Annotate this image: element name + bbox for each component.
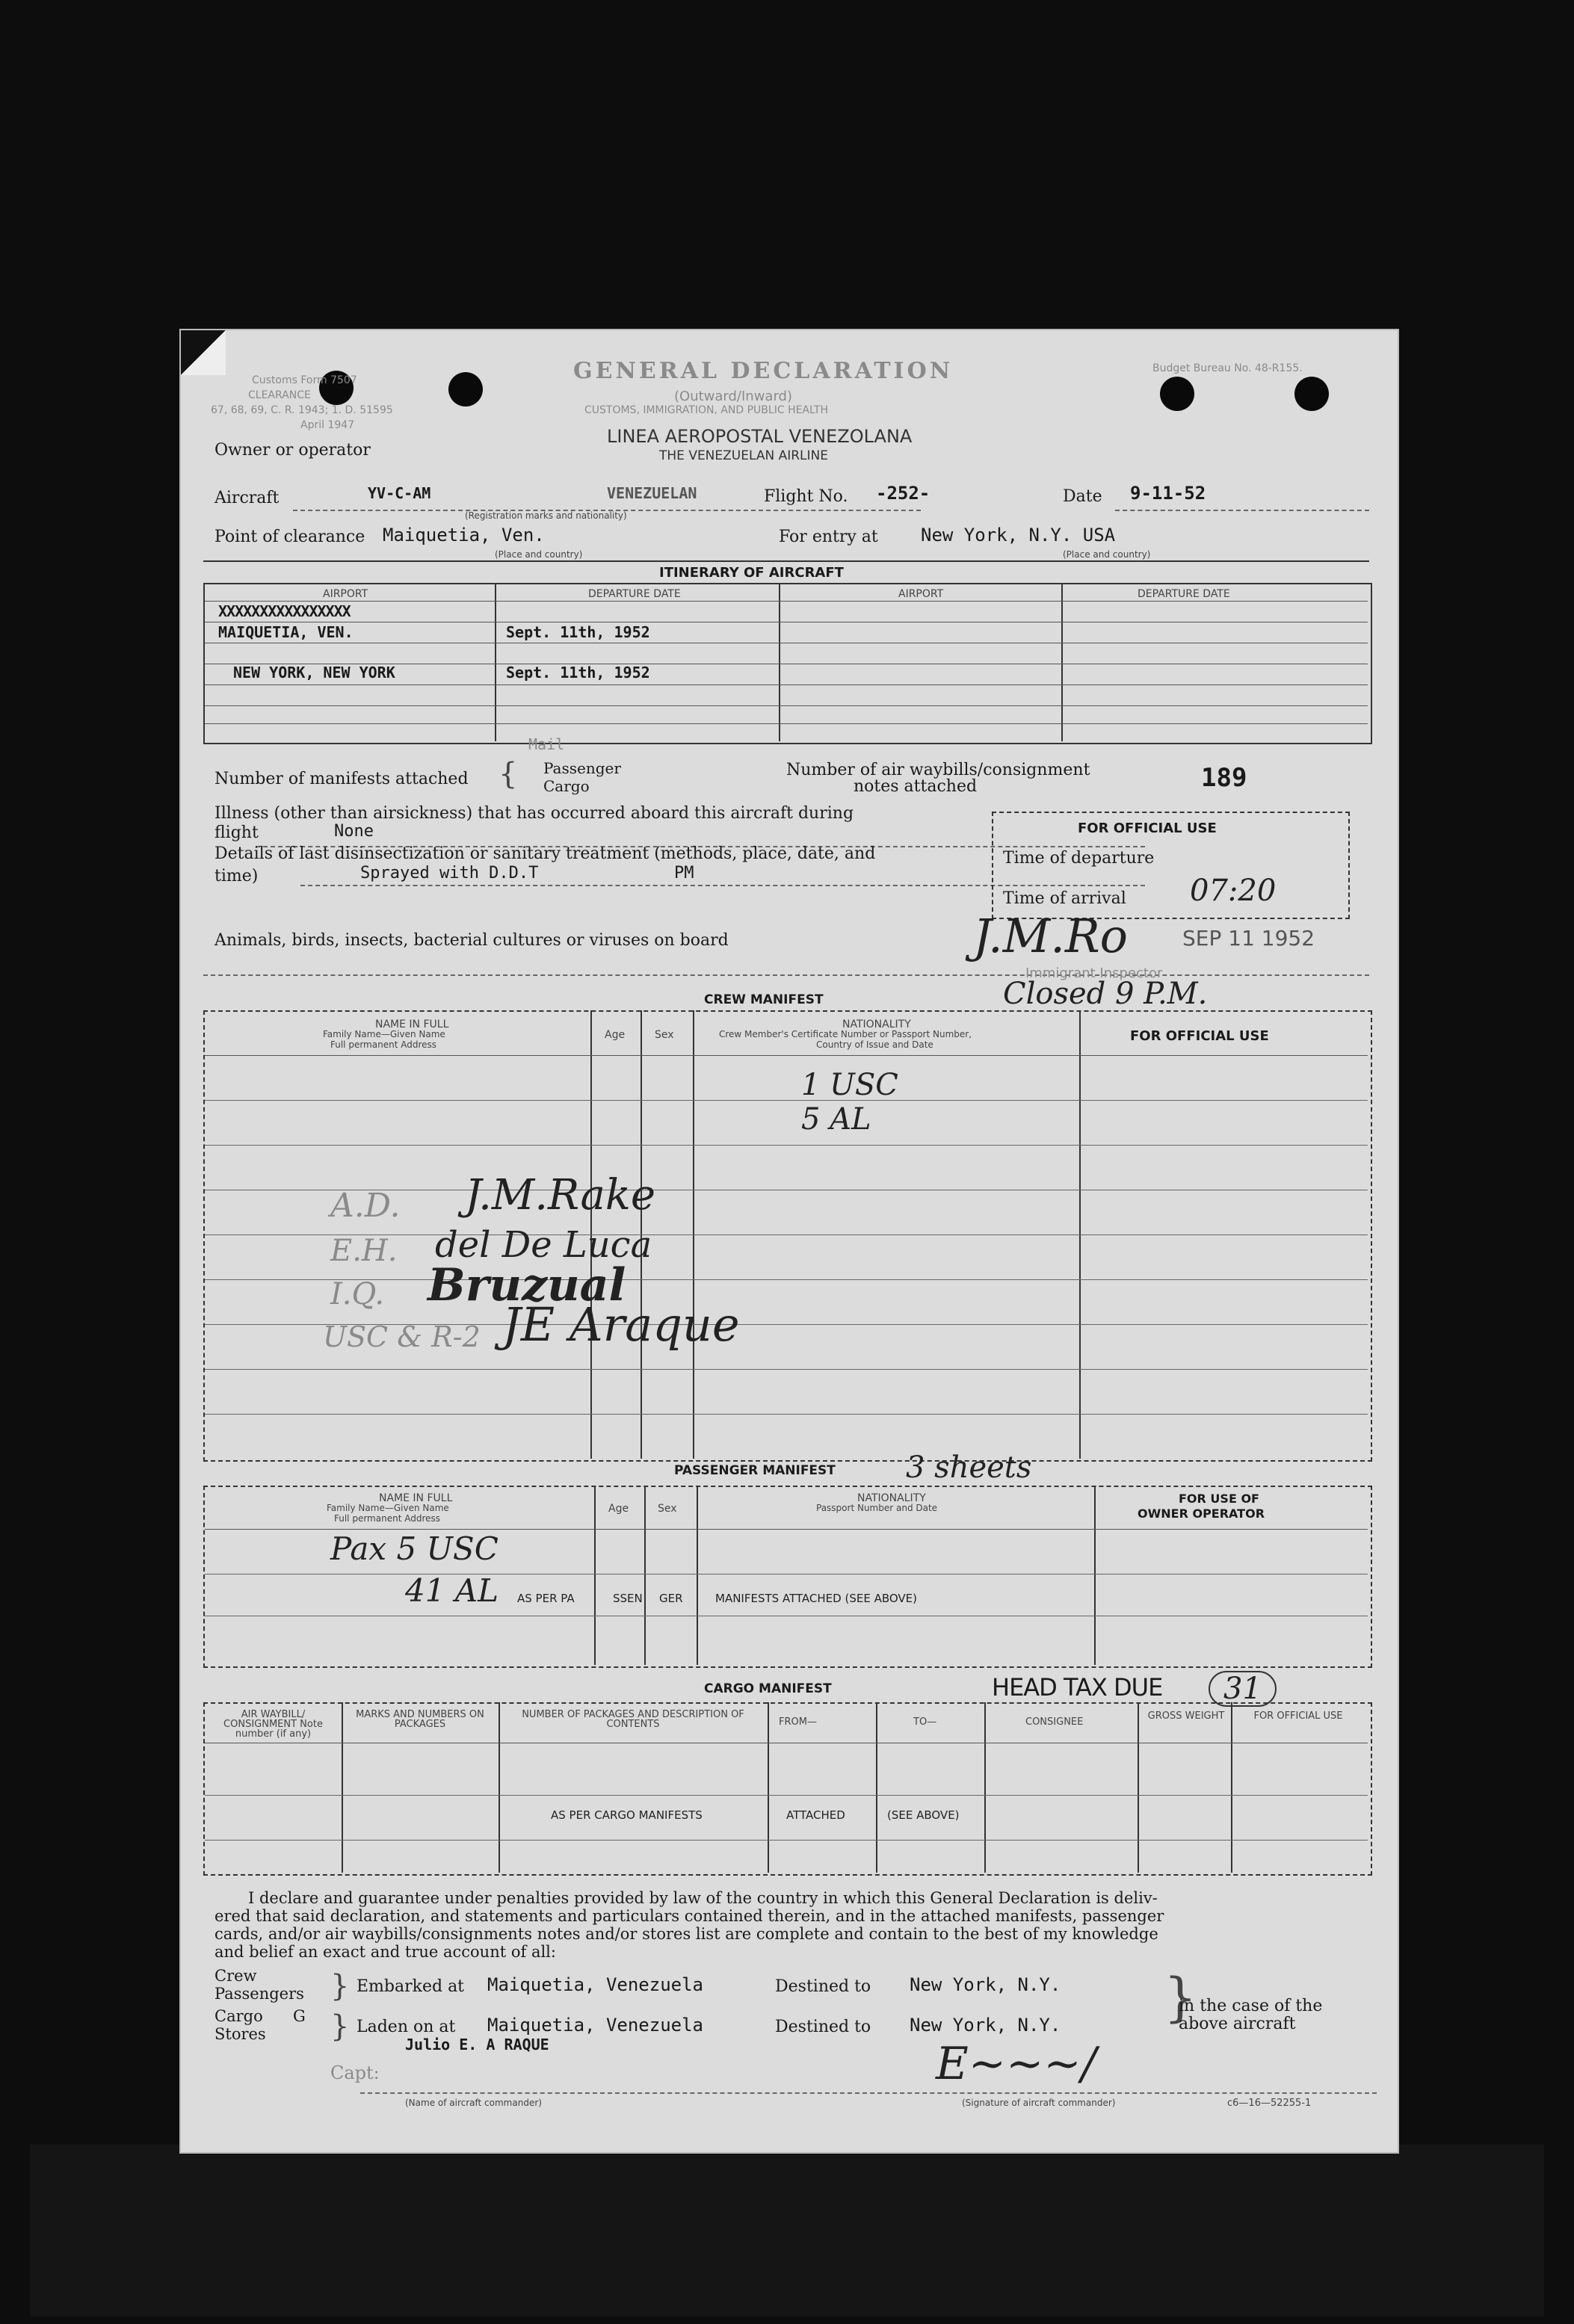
crew-col-nationality-sub: Crew Member's Certificate Number or Passport Number, xyxy=(719,1029,972,1039)
passengers-label: Passengers xyxy=(215,1985,304,2003)
disinsect-label: Details of last disinsectization or sanitary treatment (methods, place, date, and xyxy=(215,844,876,863)
cargo-divider xyxy=(984,1702,986,1873)
cargo-col-packages: NUMBER OF PACKAGES AND DESCRIPTION OF CONTENTS xyxy=(522,1709,744,1730)
punch-hole xyxy=(448,372,483,407)
illness-value: None xyxy=(334,822,374,841)
illness-label: Illness (other than airsickness) that has occurred aboard this aircraft during xyxy=(215,804,854,823)
cargo-col-waybill: AIR WAYBILL/ CONSIGNMENT Note number (if any) xyxy=(223,1709,323,1740)
form-ref-2: CLEARANCE xyxy=(248,389,311,401)
itin-airport-2: NEW YORK, NEW YORK xyxy=(233,664,395,682)
crew-col-nationality: NATIONALITY xyxy=(842,1019,911,1030)
itin-divider xyxy=(495,583,496,741)
crew-row-rule xyxy=(205,1145,1368,1146)
itin-row-rule xyxy=(205,723,1368,724)
crew-col-name: NAME IN FULL xyxy=(375,1019,449,1030)
cargo-divider xyxy=(768,1702,769,1873)
embarked-value: Maiquetia, Venezuela xyxy=(487,1974,703,1995)
crew-col-official: FOR OFFICIAL USE xyxy=(1130,1028,1269,1044)
case-brace: } xyxy=(1164,1967,1197,2028)
crew-signature-2: del De Luca xyxy=(435,1224,652,1266)
clearance-value: Maiquetia, Ven. xyxy=(383,525,545,546)
laden-value: Maiquetia, Venezuela xyxy=(487,2015,703,2036)
crew-col-nationality-sub-2: Country of Issue and Date xyxy=(816,1039,933,1050)
cargo-col-to: TO— xyxy=(913,1716,937,1728)
pax-note-usc: Pax 5 USC xyxy=(330,1530,499,1567)
scan-border xyxy=(30,2145,1544,2317)
crew-sig-line-3: I.Q. xyxy=(330,1277,385,1311)
itin-divider xyxy=(779,583,780,741)
captain-label: Capt: xyxy=(330,2062,380,2083)
cargo-g-mark: G xyxy=(293,2007,306,2025)
general-declaration-form xyxy=(179,329,1399,2154)
declaration-line-1: I declare and guarantee under penalties provided by law of the country in which this General Declaration is deliv- xyxy=(248,1889,1158,1907)
itin-date-2: Sept. 11th, 1952 xyxy=(506,664,650,682)
pax-row-rule xyxy=(205,1529,1368,1530)
cargo-brace: } xyxy=(330,2009,350,2044)
manifests-label: Number of manifests attached xyxy=(215,770,469,788)
date-label: Date xyxy=(1063,487,1102,506)
cargo-col-marks: MARKS AND NUMBERS ON PACKAGES xyxy=(356,1709,484,1730)
crew-signature-1: J.M.Rake xyxy=(465,1171,655,1220)
pax-col-nationality: NATIONALITY xyxy=(857,1492,926,1504)
pax-divider xyxy=(644,1486,646,1665)
flight-number: -252- xyxy=(876,483,930,504)
laden-label: Laden on at xyxy=(357,2018,456,2036)
time-of-arrival-value: 07:20 xyxy=(1190,874,1277,908)
official-use-title: FOR OFFICIAL USE xyxy=(1078,820,1217,836)
form-title: GENERAL DECLARATION xyxy=(573,358,954,384)
pax-col-name-sub: Family Name—Given Name xyxy=(327,1503,449,1513)
signature-line xyxy=(360,2092,1377,2094)
cargo-decl-label: Cargo xyxy=(215,2007,263,2025)
cargo-col-consignee: CONSIGNEE xyxy=(1025,1716,1084,1728)
crew-sig-line-2: E.H. xyxy=(330,1234,398,1268)
time-of-arrival-label: Time of arrival xyxy=(1003,889,1126,908)
crew-brace: } xyxy=(330,1969,350,2003)
waybills-value: 189 xyxy=(1201,763,1247,793)
owner-label: Owner or operator xyxy=(215,441,371,460)
pax-col-nationality-sub: Passport Number and Date xyxy=(816,1503,938,1513)
crew-row-rule xyxy=(205,1369,1368,1370)
manifests-brace: { xyxy=(499,757,518,791)
signature-caption: (Signature of aircraft commander) xyxy=(962,2098,1116,2108)
pax-as-per-4: MANIFESTS ATTACHED (SEE ABOVE) xyxy=(715,1592,917,1605)
pax-divider xyxy=(594,1486,596,1665)
declaration-line-2: ered that said declaration, and statements and particulars contained therein, and in the attached manifests, passenger xyxy=(215,1907,1164,1925)
cargo-row-rule xyxy=(205,1795,1368,1796)
arrival-stamp-date: SEP 11 1952 xyxy=(1182,926,1315,951)
pax-divider xyxy=(1094,1486,1096,1665)
crew-note-al: 5 AL xyxy=(801,1102,871,1137)
inspector-label: Immigrant Inspector xyxy=(1025,965,1163,981)
name-caption: (Name of aircraft commander) xyxy=(405,2098,542,2108)
passenger-label: Passenger xyxy=(543,759,621,777)
punch-hole xyxy=(1160,377,1194,411)
itin-col-airport: AIRPORT xyxy=(323,588,368,600)
registration-caption: (Registration marks and nationality) xyxy=(465,510,627,521)
pax-note-al: 41 AL xyxy=(405,1572,499,1609)
mail-label: Mail xyxy=(528,735,565,753)
cargo-col-official: FOR OFFICIAL USE xyxy=(1253,1710,1343,1722)
itin-col-departure: DEPARTURE DATE xyxy=(588,588,681,600)
cargo-divider xyxy=(342,1702,343,1873)
cargo-attached: ATTACHED xyxy=(786,1808,845,1822)
cargo-divider xyxy=(1231,1702,1232,1873)
crew-sig-line-1: A.D. xyxy=(330,1187,401,1225)
punch-hole xyxy=(1294,377,1329,411)
cargo-divider xyxy=(499,1702,500,1873)
pax-col-owner: FOR USE OF xyxy=(1179,1492,1259,1506)
folded-corner xyxy=(181,330,226,375)
cargo-see-above: (SEE ABOVE) xyxy=(887,1808,960,1822)
destined-label: Destined to xyxy=(775,1977,871,1996)
crew-row-rule xyxy=(205,1055,1368,1056)
crew-col-name-sub: Family Name—Given Name xyxy=(323,1029,445,1039)
pax-as-per-1: AS PER PA xyxy=(517,1592,575,1605)
animals-label: Animals, birds, insects, bacterial cultures or viruses on board xyxy=(215,931,729,950)
crew-col-name-sub-2: Full permanent Address xyxy=(330,1039,437,1050)
form-number: c6—16—52255-1 xyxy=(1227,2098,1312,2109)
place-caption: (Place and country) xyxy=(495,549,583,560)
declaration-line-4: and belief an exact and true account of all: xyxy=(215,1943,556,1961)
pax-as-per-2: SSEN xyxy=(613,1592,643,1605)
pax-divider xyxy=(697,1486,698,1665)
cargo-label: Cargo xyxy=(543,777,590,795)
passenger-manifest-title: PASSENGER MANIFEST xyxy=(674,1463,836,1478)
form-ref-1: Customs Form 7507 xyxy=(252,374,357,386)
flight-label: Flight No. xyxy=(764,487,848,506)
cargo-col-weight: GROSS WEIGHT xyxy=(1147,1710,1225,1722)
aircraft-reg: YV-C-AM xyxy=(368,484,431,502)
airline-name: LINEA AEROPOSTAL VENEZOLANA xyxy=(607,426,913,447)
head-tax-label: HEAD TAX DUE xyxy=(992,1673,1163,1702)
aircraft-label: Aircraft xyxy=(215,489,280,507)
itin-divider xyxy=(1061,583,1063,741)
crew-col-sex: Sex xyxy=(655,1029,674,1041)
cargo-divider xyxy=(1138,1702,1139,1873)
crew-manifest-title: CREW MANIFEST xyxy=(704,992,824,1007)
pax-col-owner-2: OWNER OPERATOR xyxy=(1138,1506,1265,1521)
budget-bureau: Budget Bureau No. 48-R155. xyxy=(1152,362,1303,374)
destined-value: New York, N.Y. xyxy=(910,1974,1061,1995)
cargo-divider xyxy=(876,1702,877,1873)
cargo-as-per: AS PER CARGO MANIFESTS xyxy=(551,1808,703,1822)
form-subtitle-2: CUSTOMS, IMMIGRATION, AND PUBLIC HEALTH xyxy=(584,404,828,416)
pax-col-sex: Sex xyxy=(658,1503,677,1515)
itin-struck-text: XXXXXXXXXXXXXXXX xyxy=(218,602,351,620)
itin-airport-1: MAIQUETIA, VEN. xyxy=(218,623,354,641)
pax-col-name: NAME IN FULL xyxy=(379,1492,453,1504)
itin-col-airport-2: AIRPORT xyxy=(898,588,944,600)
pax-col-name-sub-2: Full permanent Address xyxy=(334,1513,441,1524)
date-line xyxy=(1115,510,1369,511)
commander-name: Julio E. A RAQUE xyxy=(405,2036,549,2053)
crew-label: Crew xyxy=(215,1967,257,1985)
aircraft-nationality: VENEZUELAN xyxy=(607,484,697,502)
form-subtitle: (Outward/Inward) xyxy=(674,389,792,404)
inspector-signature: J.M.Ro xyxy=(973,909,1128,963)
cargo-manifest-title: CARGO MANIFEST xyxy=(704,1681,832,1696)
head-tax-value: 31 xyxy=(1209,1671,1277,1707)
entry-label: For entry at xyxy=(779,528,878,546)
airline-name-en: THE VENEZUELAN AIRLINE xyxy=(659,448,828,463)
crew-note-usc: 1 USC xyxy=(801,1068,898,1102)
disinsect-value: Sprayed with D.D.T xyxy=(360,864,539,883)
cargo-row-rule xyxy=(205,1840,1368,1841)
itin-col-departure-2: DEPARTURE DATE xyxy=(1138,588,1230,600)
time-label: time) xyxy=(215,867,259,886)
cargo-col-from: FROM— xyxy=(779,1716,817,1728)
crew-signature-4: JE Araque xyxy=(502,1297,740,1352)
flight-label-2: flight xyxy=(215,823,259,842)
embarked-label: Embarked at xyxy=(357,1977,465,1996)
case-note: in the case of the xyxy=(1179,1997,1323,2015)
destined-label-2: Destined to xyxy=(775,2018,871,2036)
crew-signature-3: Bruzual xyxy=(428,1259,626,1311)
date-value: 9-11-52 xyxy=(1130,483,1206,504)
place-caption-2: (Place and country) xyxy=(1063,549,1151,560)
health-rule xyxy=(203,974,1369,976)
entry-value: New York, N.Y. USA xyxy=(921,525,1116,546)
waybills-label-2: notes attached xyxy=(854,777,978,796)
pax-col-age: Age xyxy=(608,1503,629,1515)
crew-row-rule xyxy=(205,1100,1368,1101)
disinsect-pm: PM xyxy=(674,864,694,883)
itin-row-rule xyxy=(205,601,1368,602)
form-ref-4: April 1947 xyxy=(300,419,355,431)
time-of-departure-label: Time of departure xyxy=(1003,849,1155,868)
itinerary-title: ITINERARY OF AIRCRAFT xyxy=(659,565,844,581)
waybills-label: Number of air waybills/consignment xyxy=(786,761,1090,779)
commander-signature: E~~~/ xyxy=(936,2038,1096,2090)
itin-date-1: Sept. 11th, 1952 xyxy=(506,623,650,641)
declaration-line-3: cards, and/or air waybills/consignments notes and/or stores list are complete and contain to the best of my knowledge xyxy=(215,1925,1158,1943)
destined-value-2: New York, N.Y. xyxy=(910,2015,1061,2036)
itin-row-rule xyxy=(205,705,1368,706)
stores-label: Stores xyxy=(215,2025,266,2043)
crew-row-rule xyxy=(205,1414,1368,1415)
pax-as-per-3: GER xyxy=(659,1592,683,1605)
clearance-label: Point of clearance xyxy=(215,528,365,546)
itin-row-rule xyxy=(205,684,1368,685)
closed-note: Closed 9 P.M. xyxy=(1003,977,1208,1011)
crew-sig-line-4: USC & R-2 xyxy=(323,1320,481,1353)
case-note-2: above aircraft xyxy=(1179,2015,1296,2033)
passenger-sheets-note: 3 sheets xyxy=(906,1450,1032,1485)
itinerary-top-rule xyxy=(203,560,1369,562)
form-ref-3: 67, 68, 69, C. R. 1943; 1. D. 51595 xyxy=(211,404,393,416)
crew-col-age: Age xyxy=(605,1029,626,1041)
